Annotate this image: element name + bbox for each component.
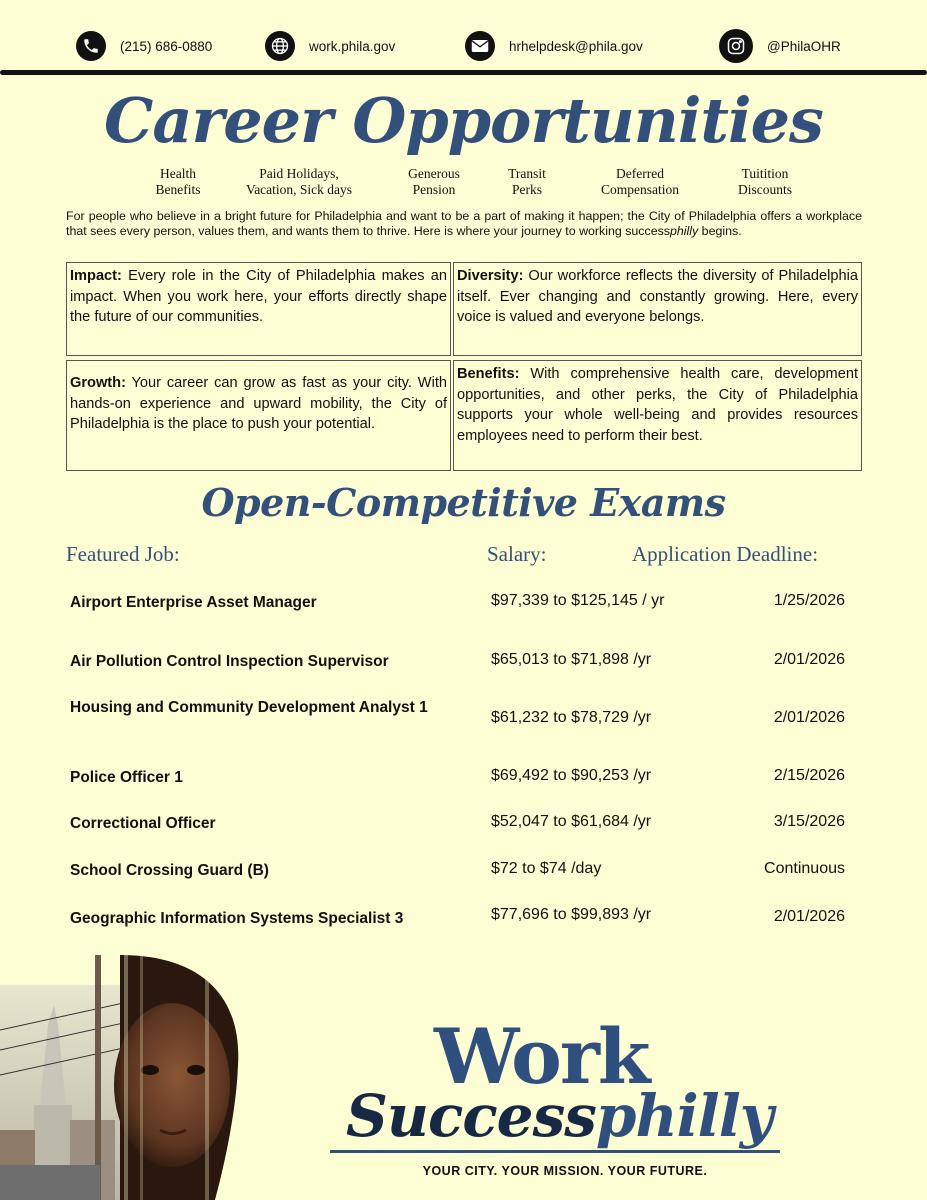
benefit-line: Compensation (601, 182, 679, 197)
benefit-line: Paid Holidays, (259, 166, 339, 181)
intro-emphasis: philly (669, 224, 699, 238)
contact-email[interactable] (465, 28, 643, 64)
benefit-transit (492, 166, 562, 198)
job-deadline: 3/15/2026 (773, 813, 845, 830)
job-salary: $97,339 to $125,145 / yr (491, 592, 665, 609)
job-title: Geographic Information Systems Specialist 3 (70, 910, 404, 927)
page-title: Career Opportunities (104, 84, 823, 157)
contact-phone[interactable] (76, 28, 212, 64)
pillar-impact (66, 262, 451, 356)
contact-website[interactable] (265, 28, 395, 64)
job-salary: $61,232 to $78,729 /yr (491, 709, 652, 726)
pillar-growth (66, 360, 451, 471)
globe-icon (265, 31, 295, 61)
instagram-icon (719, 29, 753, 63)
benefit-line: Vacation, Sick days (245, 182, 353, 197)
social-handle: @PhilaOHR (767, 38, 841, 54)
job-deadline: 2/01/2026 (773, 709, 845, 726)
city-portrait-photo (0, 955, 242, 1200)
job-deadline: 2/15/2026 (773, 767, 845, 784)
contact-social[interactable] (719, 28, 841, 64)
job-title: Police Officer 1 (70, 769, 183, 786)
benefit-tuition (722, 166, 808, 198)
benefit-deferred-comp (590, 166, 690, 198)
job-salary: $69,492 to $90,253 /yr (491, 767, 652, 784)
pillar-text: Your career can grow as fast as your city. With hands-on experience and upward mobility, the City of Philadelphia is the place to push your potential. (70, 375, 447, 432)
pillar-heading: Diversity: (457, 268, 524, 284)
job-deadline: 1/25/2026 (773, 592, 845, 609)
brand-work: Work (434, 1012, 649, 1101)
pillar-text: With comprehensive health care, development opportunities, and other perks, the City of Philadelphia supports your whole well-being and provides resources employees need to perform their best. (457, 366, 858, 444)
job-title: School Crossing Guard (B) (70, 862, 269, 879)
brand-philly: philly (595, 1082, 773, 1150)
job-title: Housing and Community Development Analyst 1 (70, 699, 428, 716)
benefit-line: Perks (512, 182, 542, 197)
job-title: Airport Enterprise Asset Manager (70, 594, 317, 611)
phone-icon (76, 31, 106, 61)
pillar-heading: Impact: (70, 268, 122, 284)
pillar-text: Every role in the City of Philadelphia makes an impact. When you work here, your efforts directly shape the future of our communities. (70, 268, 447, 325)
email-link: hrhelpdesk@phila.gov (509, 38, 643, 54)
job-deadline: 2/01/2026 (773, 651, 845, 668)
column-header-job: Featured Job: (66, 542, 180, 566)
pillar-diversity (453, 262, 862, 356)
website-link: work.phila.gov (309, 38, 396, 54)
job-salary: $65,013 to $71,898 /yr (491, 651, 652, 668)
job-salary: $77,696 to $99,893 /yr (491, 906, 652, 923)
job-deadline: 2/01/2026 (773, 908, 845, 925)
pillar-heading: Benefits: (457, 366, 520, 382)
intro-end: begins. (698, 224, 742, 238)
job-title: Air Pollution Control Inspection Supervisor (70, 653, 389, 670)
envelope-icon (465, 31, 495, 61)
intro-paragraph (66, 209, 862, 239)
benefit-paid-time-off (234, 166, 364, 198)
header-divider (0, 70, 927, 75)
benefit-line: Transit (508, 166, 546, 181)
exams-title: Open-Competitive Exams (201, 480, 726, 525)
benefit-line: Discounts (738, 182, 792, 197)
benefit-line: Generous (408, 166, 460, 181)
benefit-line: Deferred (616, 166, 664, 181)
column-header-salary: Salary: (487, 542, 547, 566)
brand-success: Success (346, 1082, 596, 1150)
benefit-line: Pension (412, 182, 456, 197)
brand-underline (330, 1150, 780, 1153)
column-header-deadline: Application Deadline: (632, 542, 819, 566)
job-deadline: Continuous (764, 860, 845, 877)
pillar-text: Our workforce reflects the diversity of Philadelphia itself. Ever changing and constantly growing. Here, every voice is valued and everyone belongs. (457, 268, 858, 325)
benefit-line: Health (160, 166, 196, 181)
intro-text: For people who believe in a bright future for Philadelphia and want to be a part of making it happen; the City of Philadelphia offers a workplace that sees every person, values them, and wants them to thrive. Here is where your journey to working success (66, 209, 862, 238)
job-salary: $72 to $74 /day (491, 860, 602, 877)
pillar-heading: Growth: (70, 375, 126, 391)
job-title: Correctional Officer (70, 815, 216, 832)
pillar-benefits (453, 360, 862, 471)
phone-number: (215) 686-0880 (120, 38, 213, 54)
brand-tagline: YOUR CITY. YOUR MISSION. YOUR FUTURE. (422, 1164, 708, 1178)
job-salary: $52,047 to $61,684 /yr (491, 813, 652, 830)
benefit-line: Tuitition (741, 166, 789, 181)
brand-successphilly (346, 1082, 772, 1150)
benefit-line: Benefits (155, 182, 201, 197)
benefit-health (138, 166, 218, 198)
benefit-pension (394, 166, 474, 198)
